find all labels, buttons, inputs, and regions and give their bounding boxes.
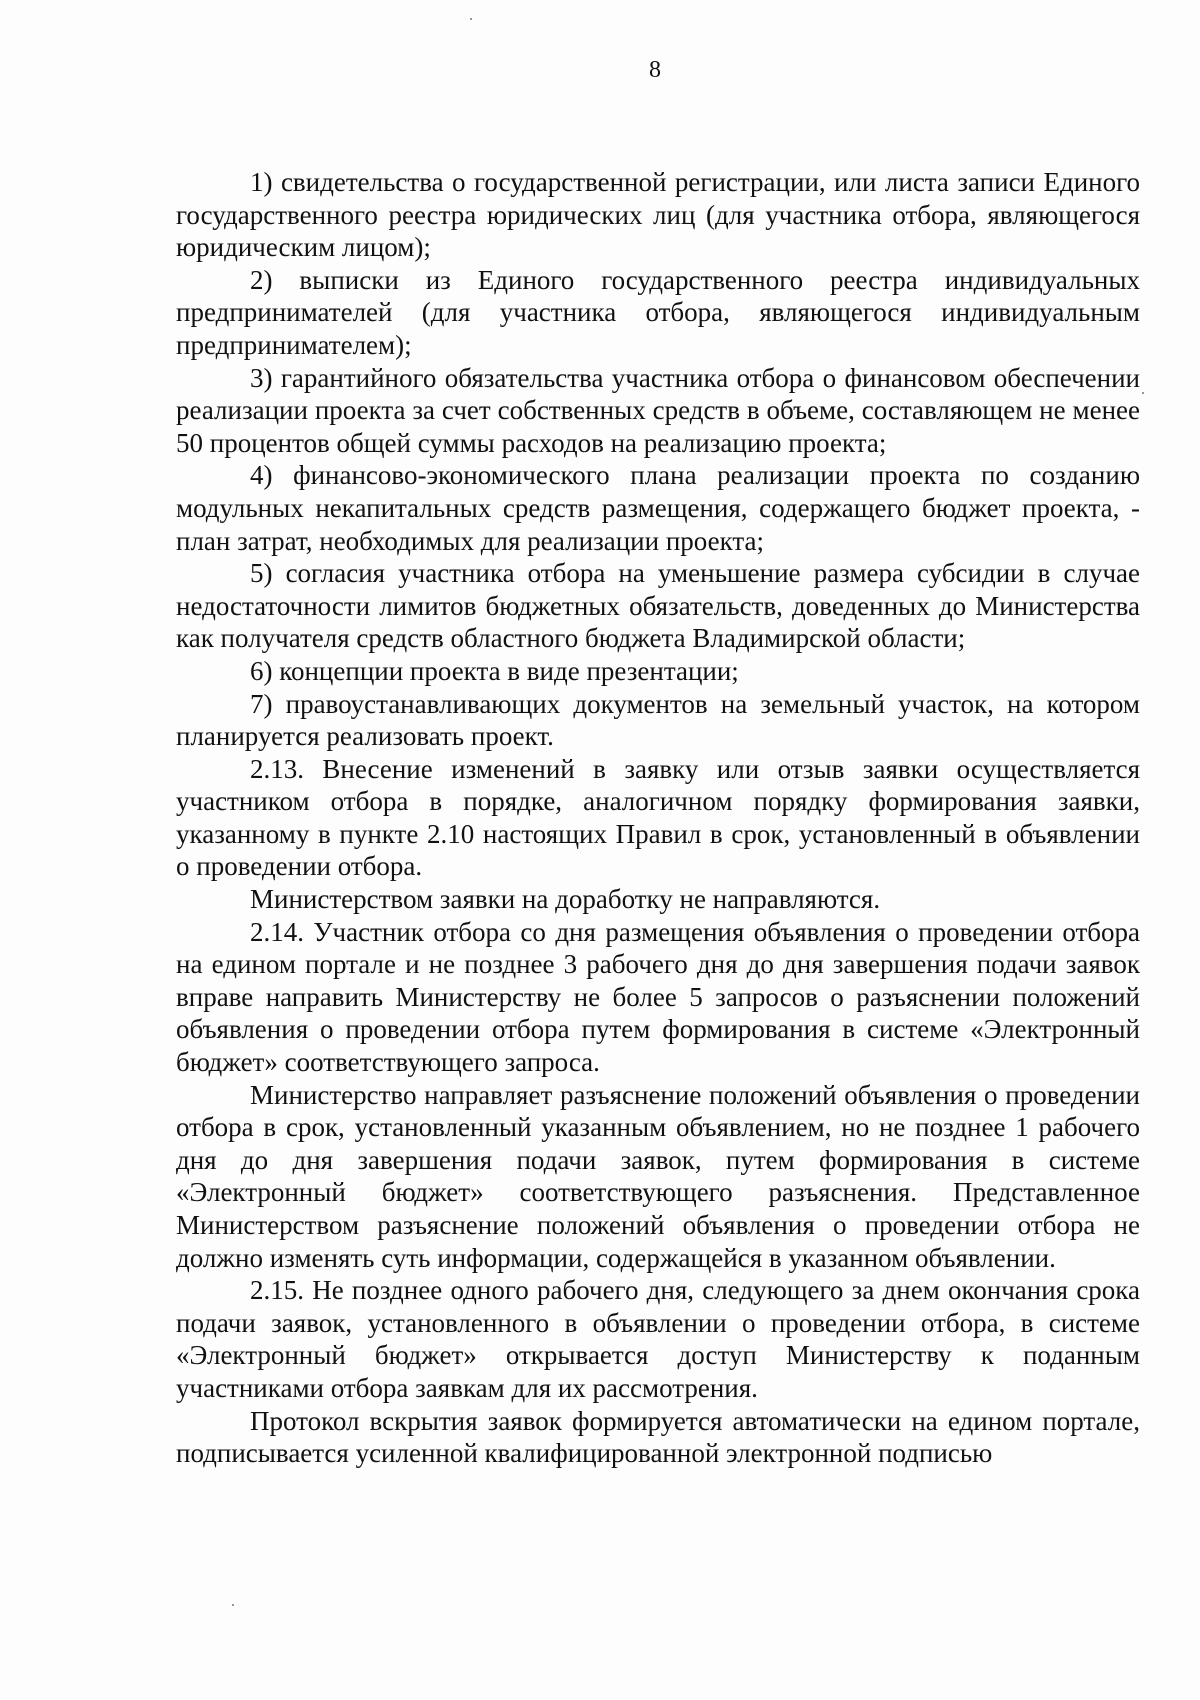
paragraph-2-15: 2.15. Не позднее одного рабочего дня, следующего за днем окончания срока подачи заявок, установленного в объявлении о проведении отбора, в системе «Электронный бюджет» открывается доступ Министерству к поданным участниками отбора заявкам для их рассмотрения.: [176, 1275, 1140, 1403]
paragraph-item-2: 2) выписки из Единого государственного реестра индивидуальных предпринимателей (для участника отбора, являющегося индивидуальным предпринимателем);: [176, 264, 1140, 360]
paragraph-2-14: 2.14. Участник отбора со дня размещения объявления о проведении отбора на едином портале и не позднее 3 рабочего дня до дня завершения подачи заявок вправе направить Министерству не более 5 запросов о разъяснении положений объявления о проведении отбора путем формирования в системе «Электронный бюджет» соответствующего запроса.: [176, 916, 1140, 1078]
paragraph-2-13: 2.13. Внесение изменений в заявку или отзыв заявки осуществляется участником отбора в порядке, аналогичном порядку формирования заявки, указанному в пункте 2.10 настоящих Правил в срок, установленный в объявлении о проведении отбора.: [176, 753, 1140, 882]
paragraph-item-3: 3) гарантийного обязательства участника отбора о финансовом обеспечении реализации проекта за счет собственных средств в объеме, составляющем не менее 50 процентов общей суммы расходов на реализацию проекта;: [176, 362, 1140, 458]
scan-speck: [232, 1604, 234, 1606]
scan-speck: [1142, 392, 1144, 394]
paragraph-item-7: 7) правоустанавливающих документов на земельный участок, на котором планируется реализовать проект.: [176, 688, 1140, 752]
page-number: 8: [649, 57, 661, 83]
paragraph-no-revision: Министерством заявки на доработку не направляются.: [250, 884, 881, 915]
paragraph-item-1: 1) свидетельства о государственной регистрации, или листа записи Единого государственного реестра юридических лиц (для участника отбора, являющегося юридическим лицом);: [176, 167, 1140, 263]
paragraph-item-5: 5) согласия участника отбора на уменьшение размера субсидии в случае недостаточности лимитов бюджетных обязательств, доведенных до Министерства как получателя средств областного бюджета Владимирской области;: [176, 558, 1140, 654]
paragraph-clarification: Министерство направляет разъяснение положений объявления о проведении отбора в срок, установленный указанным объявлением, но не позднее 1 рабочего дня до дня завершения подачи заявок, путем формирования в системе «Электронный бюджет» соответствующего разъяснения. Представленное Министерством разъяснение положений объявления о проведении отбора не должно изменять суть информации, содержащейся в указанном объявлении.: [176, 1079, 1140, 1273]
document-body: [176, 166, 1140, 1470]
scan-speck: [470, 18, 472, 20]
paragraph-protocol: Протокол вскрытия заявок формируется автоматически на едином портале, подписывается усиленной квалифицированной электронной подписью: [176, 1405, 1140, 1469]
paragraph-item-6: 6) концепции проекта в виде презентации;: [250, 655, 739, 686]
paragraph-item-4: 4) финансово-экономического плана реализации проекта по созданию модульных некапитальных средств размещения, содержащего бюджет проекта, - план затрат, необходимых для реализации проекта;: [176, 460, 1140, 556]
